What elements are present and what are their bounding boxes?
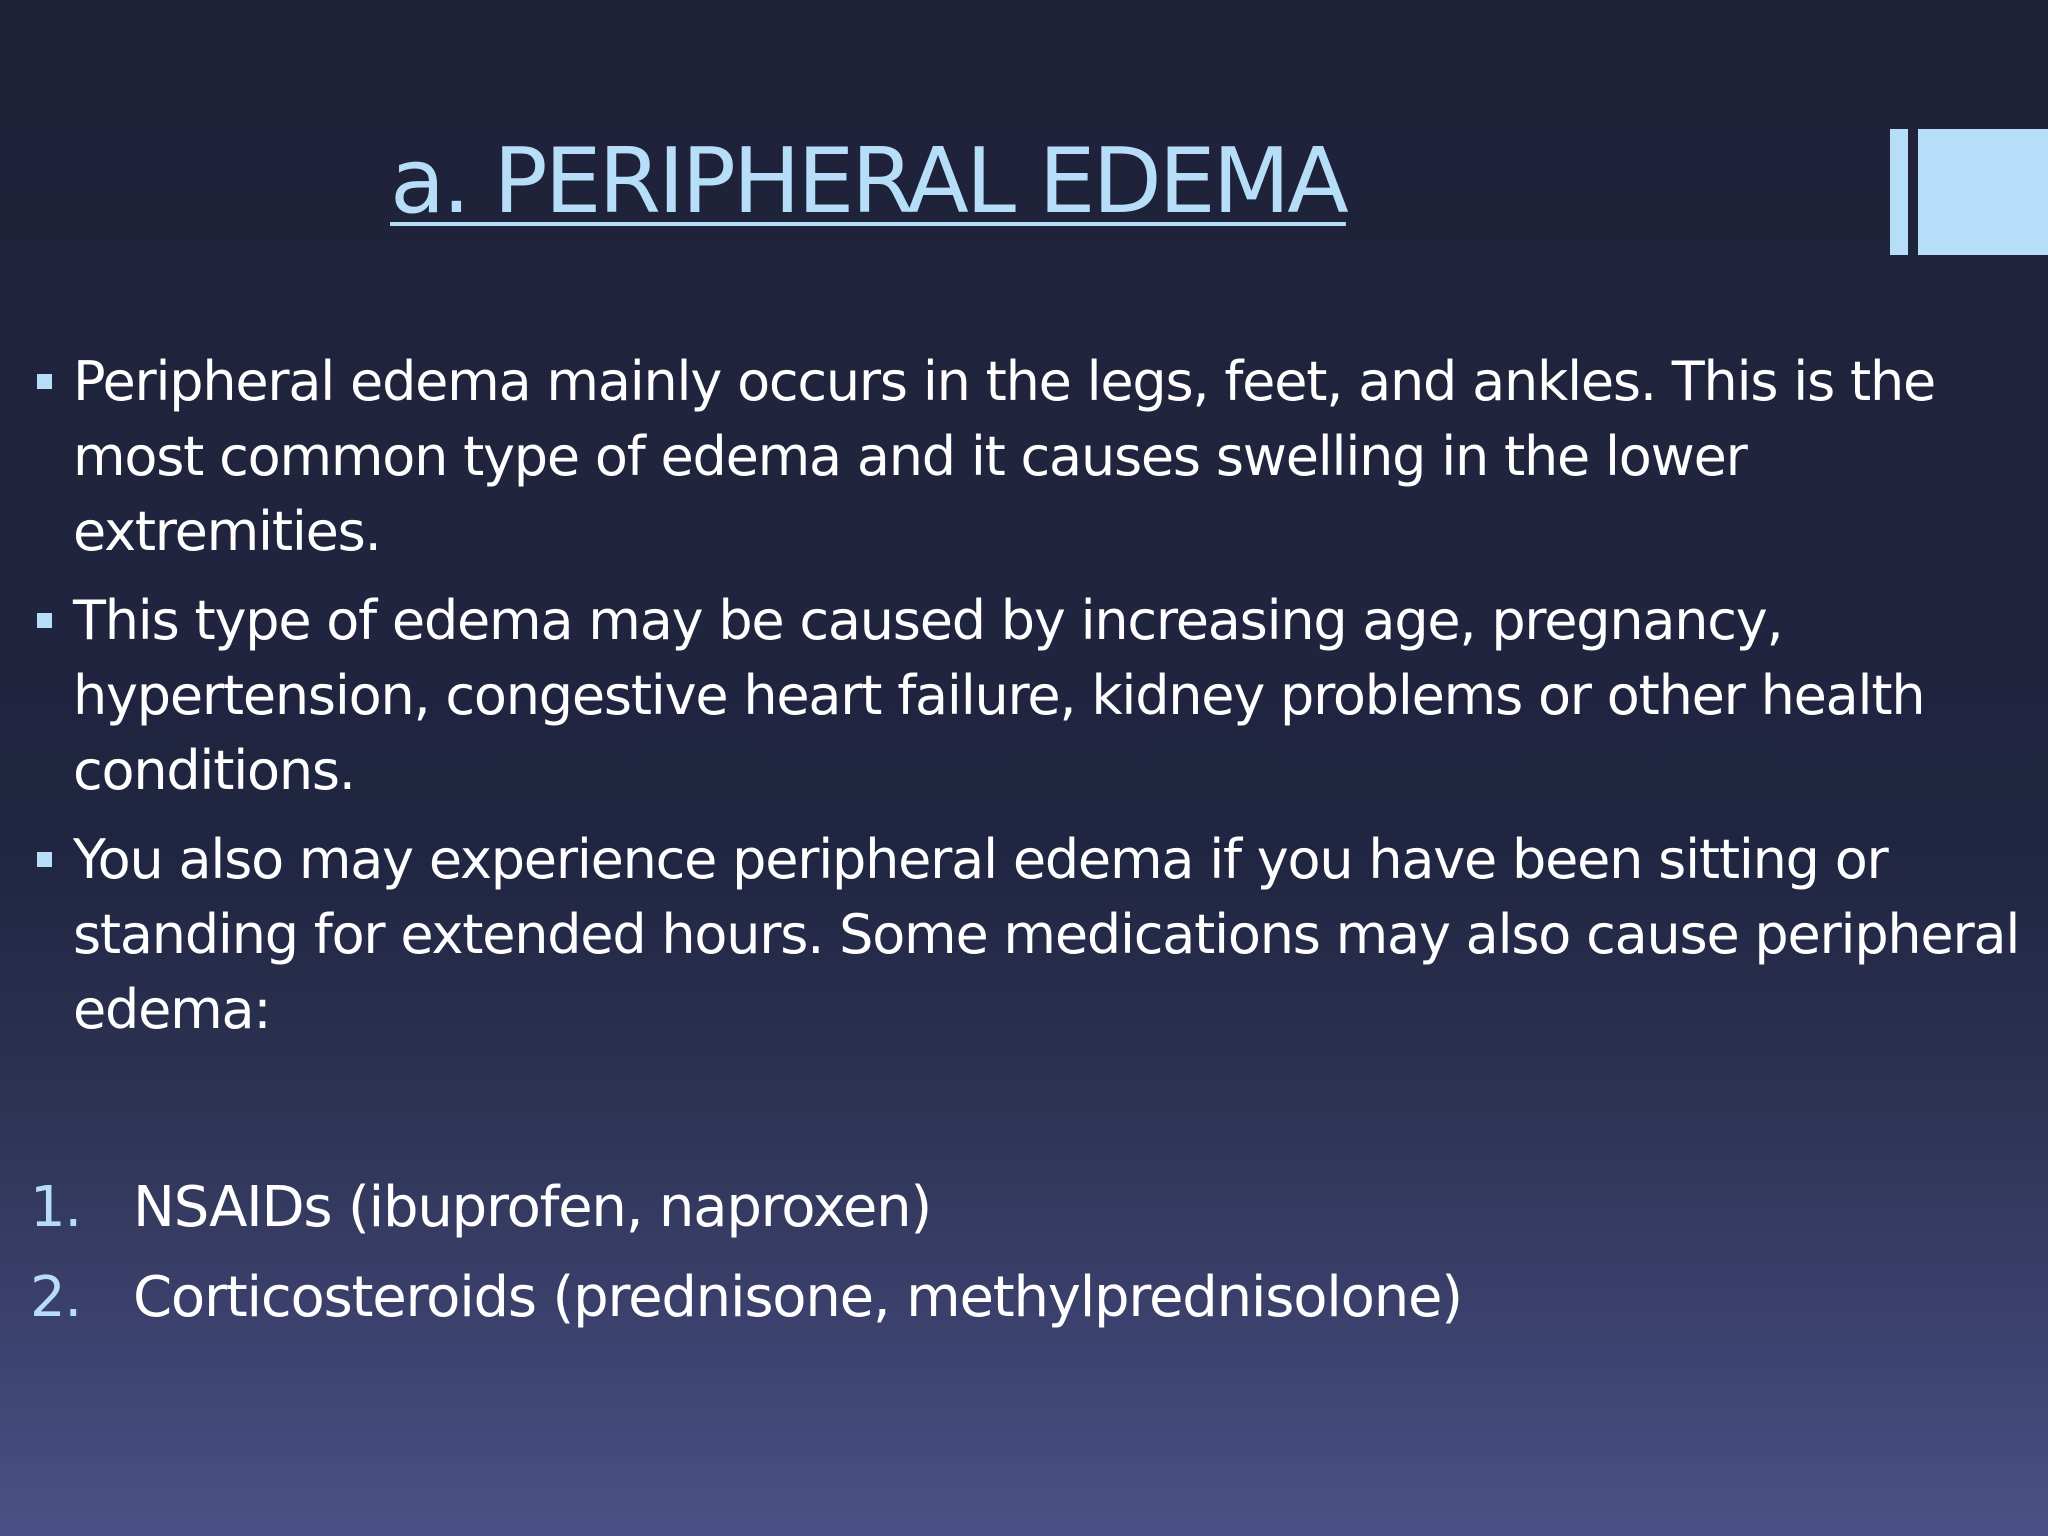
bullet-list: [34, 344, 2024, 1061]
bullet-item: [34, 583, 2024, 808]
bullet-item: [34, 344, 2024, 569]
numbered-item: [30, 1253, 1730, 1343]
numbered-list: [30, 1163, 1730, 1343]
corner-decoration: [1890, 129, 2048, 255]
slide-title: a. PERIPHERAL EDEMA: [390, 129, 1346, 234]
square-bullet-icon: [37, 374, 52, 389]
numbered-item: [30, 1163, 1730, 1253]
bullet-text: Peripheral edema mainly occurs in the legs, feet, and ankles. This is the most common type of edema and it causes swelling in the lower extremities.: [73, 350, 1935, 563]
square-bullet-icon: [37, 613, 52, 628]
item-number: 2.: [30, 1265, 82, 1330]
item-number: 1.: [30, 1175, 82, 1240]
decor-block: [1918, 129, 2048, 255]
bullet-text: This type of edema may be caused by increasing age, pregnancy, hypertension, congestive heart failure, kidney problems or other health conditions.: [73, 589, 1925, 802]
item-text: Corticosteroids (prednisone, methylprednisolone): [133, 1265, 1462, 1330]
bullet-item: [34, 822, 2024, 1047]
item-text: NSAIDs (ibuprofen, naproxen): [133, 1175, 932, 1240]
bullet-text: You also may experience peripheral edema if you have been sitting or standing for extended hours. Some medications may also cause peripheral edema:: [73, 828, 2020, 1041]
decor-bar: [1890, 129, 1908, 255]
square-bullet-icon: [37, 852, 52, 867]
